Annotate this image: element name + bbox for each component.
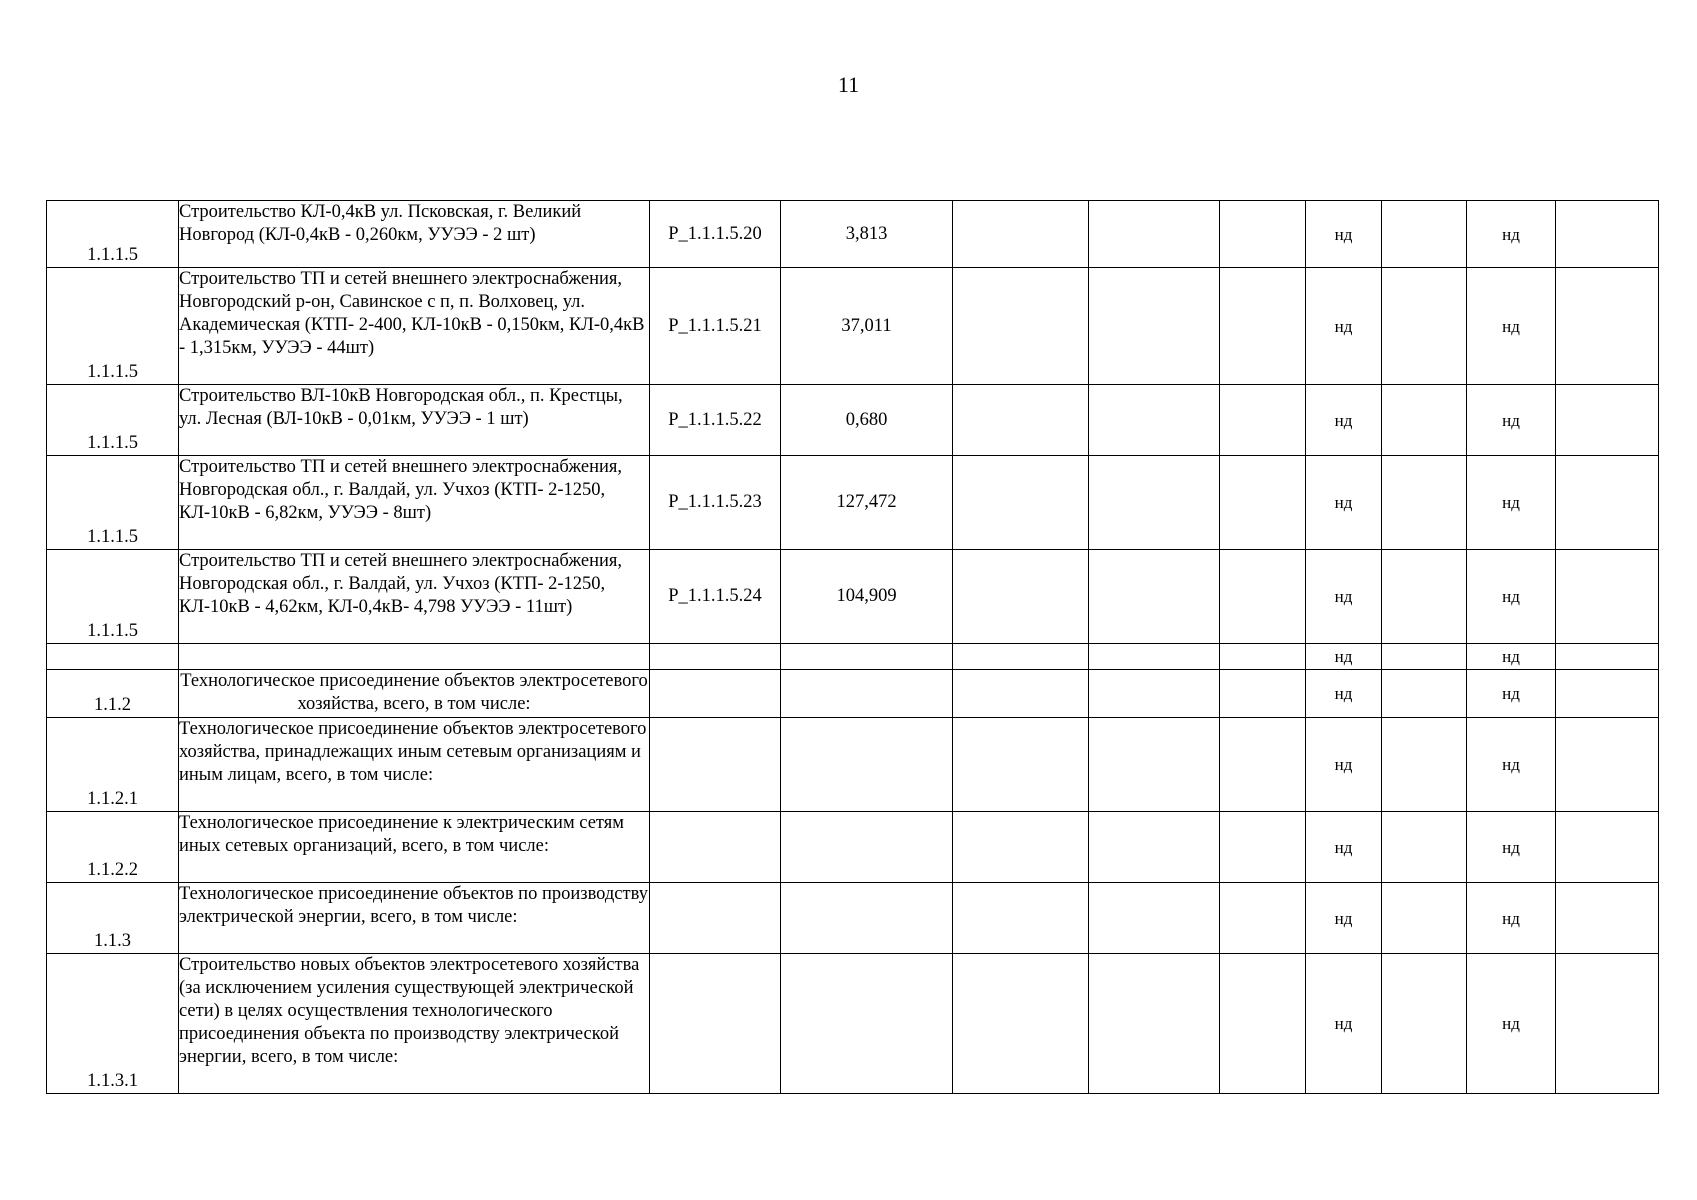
nd-cell: нд: [1306, 268, 1382, 385]
empty-cell: [1382, 812, 1467, 883]
table-row: [47, 644, 1659, 670]
row-name: [179, 644, 650, 670]
nd-cell: нд: [1306, 670, 1382, 718]
row-name: Строительство ТП и сетей внешнего электроснабжения, Новгородский р-он, Савинское с п, п. Волховец, ул. Академическая (КТП- 2-400, КЛ-10кВ - 0,150км, КЛ-0,4кВ - 1,315км, УУЭЭ - 44шт): [179, 268, 650, 385]
row-code: 1.1.1.5: [47, 456, 179, 550]
row-identifier: [650, 883, 781, 954]
empty-cell: [1382, 456, 1467, 550]
row-code: 1.1.1.5: [47, 385, 179, 456]
row-identifier: Р_1.1.1.5.20: [650, 201, 781, 268]
table-row: [47, 268, 1659, 385]
row-code: 1.1.2: [47, 670, 179, 718]
row-name: Технологическое присоединение объектов электросетевого хозяйства, принадлежащих иным сетевым организациям и иным лицам, всего, в том числе:: [179, 718, 650, 812]
row-value: 127,472: [781, 456, 953, 550]
nd-cell: нд: [1467, 201, 1556, 268]
nd-cell: нд: [1467, 812, 1556, 883]
empty-cell: [1220, 385, 1306, 456]
empty-cell: [1089, 644, 1220, 670]
empty-cell: [1089, 456, 1220, 550]
nd-cell: нд: [1467, 550, 1556, 644]
table-row: [47, 385, 1659, 456]
empty-cell: [953, 644, 1089, 670]
table-row: [47, 883, 1659, 954]
nd-cell: нд: [1306, 201, 1382, 268]
empty-cell: [1556, 550, 1659, 644]
row-value: [781, 812, 953, 883]
nd-cell: нд: [1467, 718, 1556, 812]
nd-cell: нд: [1467, 883, 1556, 954]
empty-cell: [1556, 268, 1659, 385]
row-name: Технологическое присоединение объектов по производству электрической энергии, всего, в том числе:: [179, 883, 650, 954]
empty-cell: [1220, 644, 1306, 670]
row-value: [781, 718, 953, 812]
row-code: 1.1.2.2: [47, 812, 179, 883]
empty-cell: [1220, 550, 1306, 644]
row-name: Строительство ВЛ-10кВ Новгородская обл., п. Крестцы, ул. Лесная (ВЛ-10кВ - 0,01км, УУЭЭ - 1 шт): [179, 385, 650, 456]
empty-cell: [1556, 718, 1659, 812]
empty-cell: [1382, 670, 1467, 718]
nd-cell: нд: [1306, 812, 1382, 883]
row-code: 1.1.1.5: [47, 268, 179, 385]
nd-cell: нд: [1306, 883, 1382, 954]
row-identifier: Р_1.1.1.5.22: [650, 385, 781, 456]
row-code: 1.1.3: [47, 883, 179, 954]
row-identifier: Р_1.1.1.5.24: [650, 550, 781, 644]
empty-cell: [953, 201, 1089, 268]
row-identifier: Р_1.1.1.5.21: [650, 268, 781, 385]
empty-cell: [1220, 670, 1306, 718]
row-value: 104,909: [781, 550, 953, 644]
row-name: Технологическое присоединение объектов электросетевого хозяйства, всего, в том числе:: [179, 670, 650, 718]
row-identifier: [650, 644, 781, 670]
empty-cell: [953, 812, 1089, 883]
empty-cell: [1382, 954, 1467, 1094]
nd-cell: нд: [1467, 385, 1556, 456]
table-row: [47, 670, 1659, 718]
empty-cell: [1556, 883, 1659, 954]
empty-cell: [1220, 812, 1306, 883]
empty-cell: [1220, 883, 1306, 954]
nd-cell: нд: [1467, 670, 1556, 718]
row-code: 1.1.1.5: [47, 550, 179, 644]
nd-cell: нд: [1306, 456, 1382, 550]
empty-cell: [1089, 718, 1220, 812]
empty-cell: [1382, 268, 1467, 385]
row-value: [781, 883, 953, 954]
row-name: Строительство новых объектов электросетевого хозяйства (за исключением усиления существующей электрической сети) в целях осуществления технологического присоединения объекта по производству электрической энергии, всего, в том числе:: [179, 954, 650, 1094]
nd-cell: нд: [1467, 268, 1556, 385]
table-row: [47, 201, 1659, 268]
page-number: 11: [837, 72, 860, 97]
table-row: [47, 812, 1659, 883]
empty-cell: [1089, 812, 1220, 883]
row-identifier: [650, 812, 781, 883]
empty-cell: [1089, 670, 1220, 718]
empty-cell: [1556, 670, 1659, 718]
empty-cell: [1556, 812, 1659, 883]
empty-cell: [1556, 385, 1659, 456]
row-name: Строительство ТП и сетей внешнего электроснабжения, Новгородская обл., г. Валдай, ул. Учхоз (КТП- 2-1250, КЛ-10кВ - 6,82км, УУЭЭ - 8шт): [179, 456, 650, 550]
row-name: Строительство ТП и сетей внешнего электроснабжения, Новгородская обл., г. Валдай, ул. Учхоз (КТП- 2-1250, КЛ-10кВ - 4,62км, КЛ-0,4кВ- 4,798 УУЭЭ - 11шт): [179, 550, 650, 644]
row-identifier: [650, 718, 781, 812]
nd-cell: нд: [1467, 954, 1556, 1094]
nd-cell: нд: [1467, 456, 1556, 550]
empty-cell: [1382, 718, 1467, 812]
empty-cell: [1382, 201, 1467, 268]
nd-cell: нд: [1306, 954, 1382, 1094]
empty-cell: [1089, 385, 1220, 456]
empty-cell: [953, 670, 1089, 718]
empty-cell: [953, 385, 1089, 456]
nd-cell: нд: [1467, 644, 1556, 670]
row-value: [781, 644, 953, 670]
row-code: 1.1.2.1: [47, 718, 179, 812]
row-value: [781, 954, 953, 1094]
row-name: Технологическое присоединение к электрическим сетям иных сетевых организаций, всего, в том числе:: [179, 812, 650, 883]
empty-cell: [1089, 268, 1220, 385]
table-row: [47, 954, 1659, 1094]
nd-cell: нд: [1306, 385, 1382, 456]
empty-cell: [1382, 883, 1467, 954]
empty-cell: [953, 954, 1089, 1094]
row-identifier: Р_1.1.1.5.23: [650, 456, 781, 550]
table-row: [47, 456, 1659, 550]
empty-cell: [1556, 954, 1659, 1094]
empty-cell: [953, 550, 1089, 644]
investment-program-table: [46, 200, 1659, 1094]
row-code: [47, 644, 179, 670]
empty-cell: [1089, 954, 1220, 1094]
empty-cell: [1220, 268, 1306, 385]
row-value: [781, 670, 953, 718]
empty-cell: [1382, 550, 1467, 644]
row-code: 1.1.1.5: [47, 201, 179, 268]
empty-cell: [1089, 883, 1220, 954]
empty-cell: [1382, 644, 1467, 670]
table-row: [47, 550, 1659, 644]
row-identifier: [650, 670, 781, 718]
row-name: Строительство КЛ-0,4кВ ул. Псковская, г. Великий Новгород (КЛ-0,4кВ - 0,260км, УУЭЭ - 2 шт): [179, 201, 650, 268]
row-value: 3,813: [781, 201, 953, 268]
row-value: 0,680: [781, 385, 953, 456]
row-code: 1.1.3.1: [47, 954, 179, 1094]
nd-cell: нд: [1306, 644, 1382, 670]
empty-cell: [1220, 456, 1306, 550]
row-identifier: [650, 954, 781, 1094]
empty-cell: [953, 268, 1089, 385]
empty-cell: [1220, 718, 1306, 812]
nd-cell: нд: [1306, 550, 1382, 644]
nd-cell: нд: [1306, 718, 1382, 812]
row-value: 37,011: [781, 268, 953, 385]
empty-cell: [1220, 954, 1306, 1094]
empty-cell: [1382, 385, 1467, 456]
empty-cell: [953, 456, 1089, 550]
empty-cell: [953, 718, 1089, 812]
empty-cell: [1556, 201, 1659, 268]
empty-cell: [1556, 456, 1659, 550]
empty-cell: [1220, 201, 1306, 268]
empty-cell: [953, 883, 1089, 954]
empty-cell: [1089, 201, 1220, 268]
empty-cell: [1089, 550, 1220, 644]
empty-cell: [1556, 644, 1659, 670]
table-row: [47, 718, 1659, 812]
